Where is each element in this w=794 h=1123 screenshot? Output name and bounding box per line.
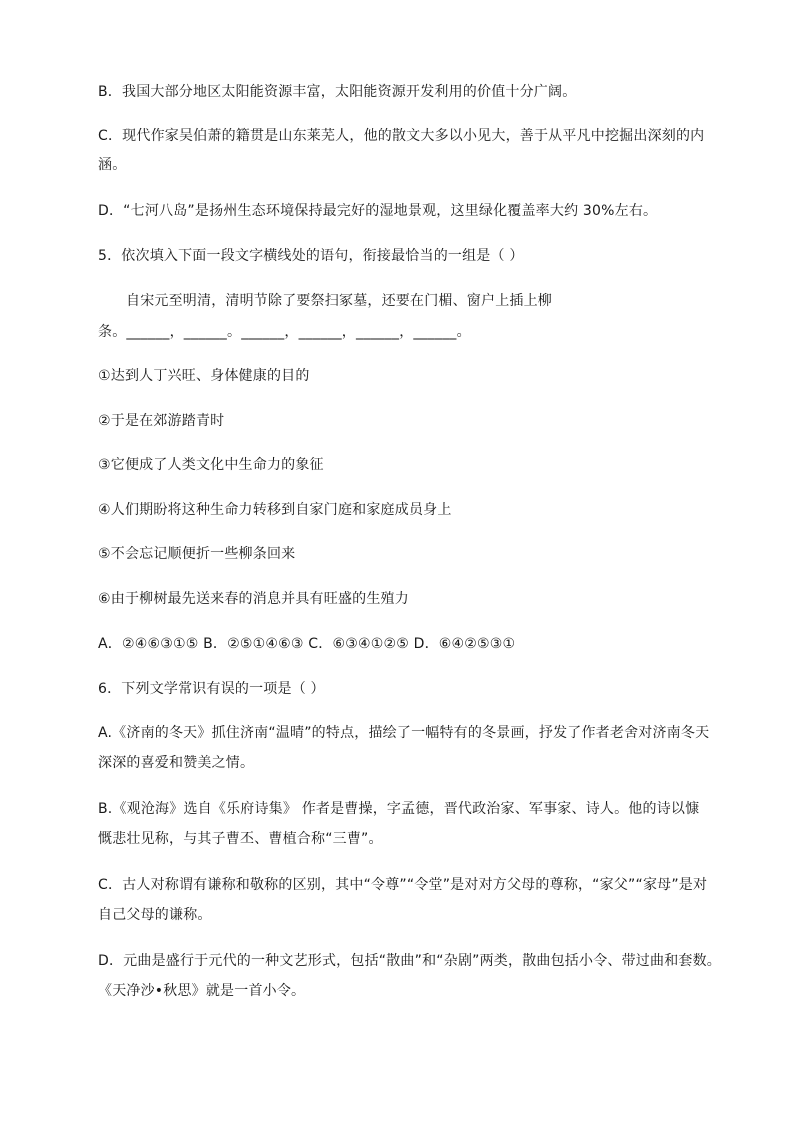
- q6-option-d-line1: D．元曲是盛行于元代的一种文艺形式，包括“散曲”和“杂剧”两类，散曲包括小令、带过曲和套数。: [98, 953, 721, 969]
- q6-option-c-line2: 自己父母的谦称。: [98, 907, 212, 923]
- q4-option-b: B．我国大部分地区太阳能资源丰富，太阳能资源开发利用的价值十分广阔。: [98, 84, 577, 100]
- q5-item-5: ⑤不会忘记顺便折一些柳条回来: [98, 546, 296, 562]
- q5-item-3: ③它便成了人类文化中生命力的象征: [98, 457, 324, 473]
- q5-passage-line1: 自宋元至明清，清明节除了要祭扫冢墓，还要在门楣、窗户上插上柳: [126, 293, 552, 309]
- q6-option-c-line1: C．古人对称谓有谦称和敬称的区别，其中“令尊”“令堂”是对对方父母的尊称，“家父”“家母”是对: [98, 877, 708, 893]
- q6-option-b-line1: B.《观沧海》选自《乐府诗集》 作者是曹操，字孟德，晋代政治家、军事家、诗人。他的诗以慷: [98, 801, 700, 817]
- q4-option-c-line2: 涵。: [98, 157, 127, 173]
- q4-option-c-line1: C．现代作家吴伯萧的籍贯是山东莱芜人，他的散文大多以小见大，善于从平凡中挖掘出深刻的内: [98, 128, 705, 144]
- q6-stem: 6．下列文学常识有误的一项是（ ）: [98, 681, 325, 697]
- q5-item-2: ②于是在郊游踏青时: [98, 413, 225, 429]
- q5-item-6: ⑥由于柳树最先送来春的消息并具有旺盛的生殖力: [98, 591, 409, 607]
- q5-answer-options: A．②④⑥③①⑤ B．②⑤①④⑥③ C．⑥③④①②⑤ D．⑥④②⑤③①: [98, 636, 516, 652]
- q6-option-d-line2: 《天净沙•秋思》就是一首小令。: [98, 983, 306, 999]
- q6-option-a-line1: A.《济南的冬天》抓住济南“温晴”的特点，描绘了一幅特有的冬景画，抒发了作者老舍对济南冬天: [98, 725, 710, 741]
- q5-passage-line2: 条。______，______。______，______，______，______。: [98, 324, 471, 340]
- q5-item-4: ④人们期盼将这种生命力转移到自家门庭和家庭成员身上: [98, 502, 452, 518]
- q4-option-d: D．“七河八岛”是扬州生态环境保持最完好的湿地景观，这里绿化覆盖率大约 30%左右。: [98, 203, 658, 219]
- q6-option-b-line2: 慨悲壮见称，与其子曹丕、曹植合称“三曹”。: [98, 831, 383, 847]
- q5-item-1: ①达到人丁兴旺、身体健康的目的: [98, 368, 310, 384]
- q5-stem: 5．依次填入下面一段文字横线处的语句，衔接最恰当的一组是（ ）: [98, 248, 524, 264]
- q6-option-a-line2: 深深的喜爱和赞美之情。: [98, 755, 255, 771]
